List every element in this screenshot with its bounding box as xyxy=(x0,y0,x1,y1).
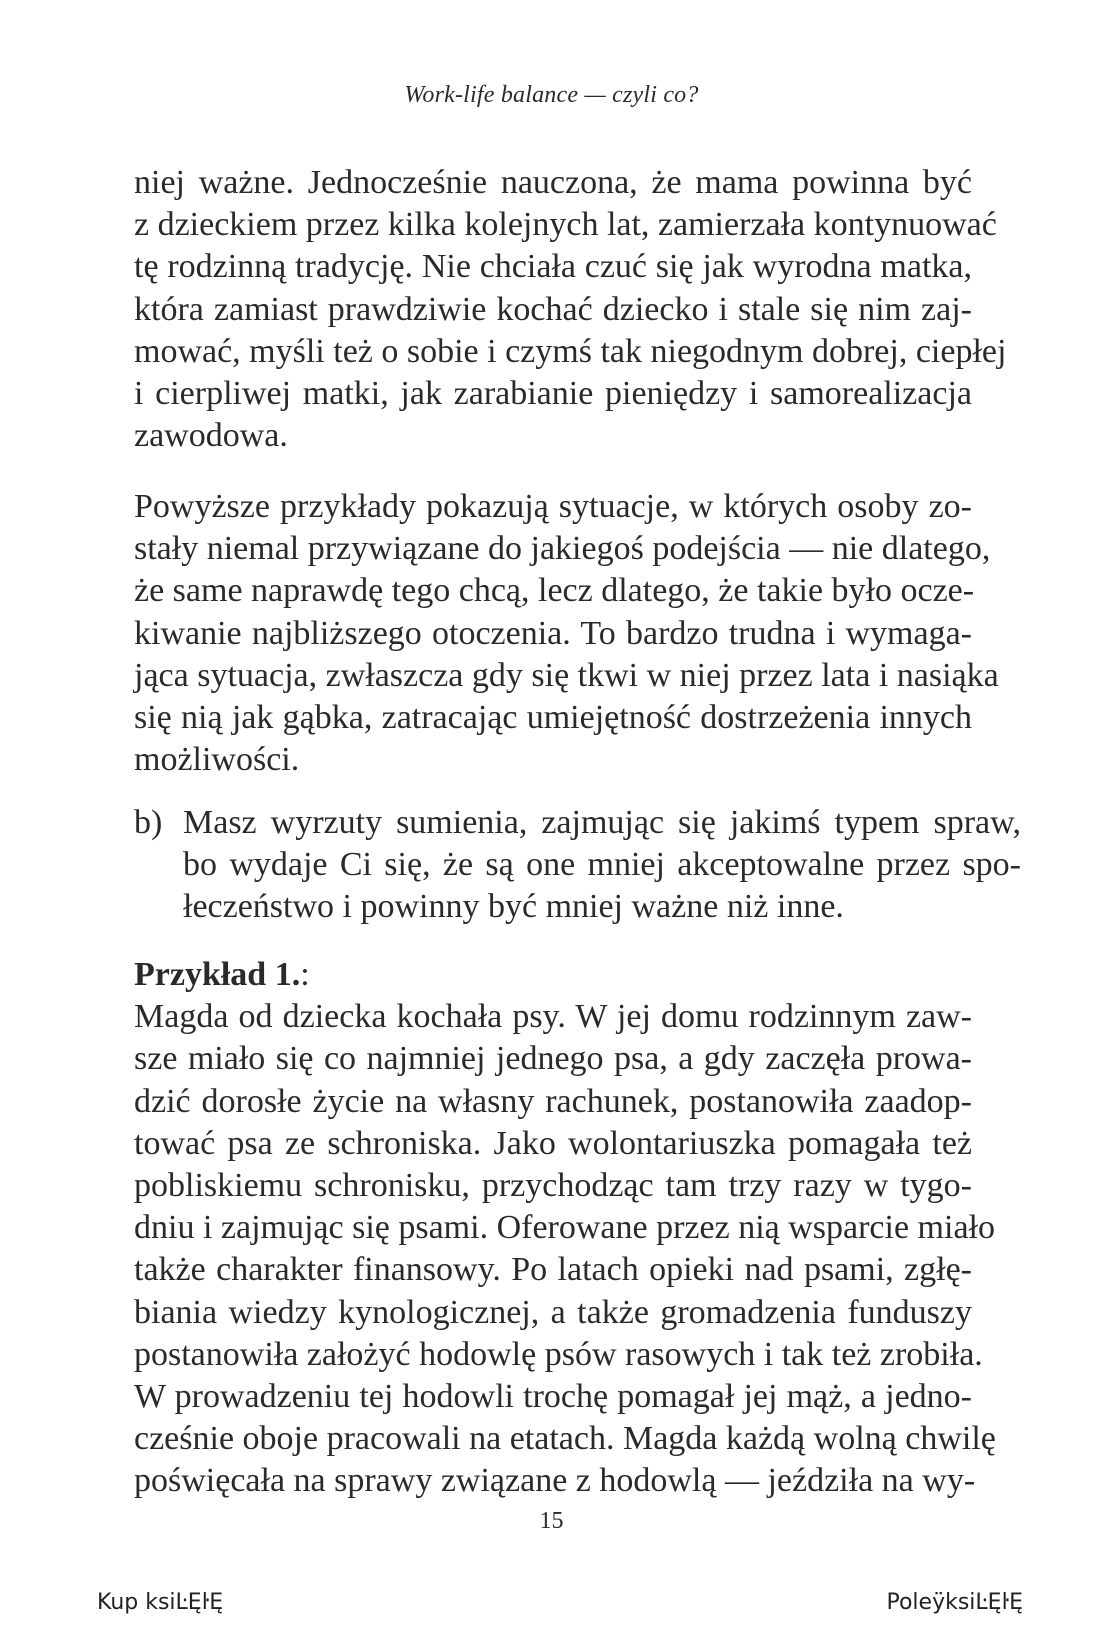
text-line: sze miało się co najmniej jednego psa, a gdy zaczęła prowa- xyxy=(134,1040,972,1078)
text-line: pobliskiemu schronisku, przychodząc tam trzy razy w tygo- xyxy=(134,1167,972,1205)
text-line: bo wydaje Ci się, że są one mniej akceptowalne przez spo- xyxy=(183,846,1021,884)
list-marker: b) xyxy=(134,804,163,841)
text-line: poświęcała na sprawy związane z hodowlą — jeździła na wy- xyxy=(134,1462,976,1500)
paragraph-1 xyxy=(134,162,1007,457)
text-line: tować psa ze schroniska. Jako wolontariuszka pomagała też xyxy=(134,1124,972,1162)
text-line: Magda od dziecka kochała psy. W jej domu rodzinnym zaw- xyxy=(134,998,972,1036)
text-line: z dzieckiem przez kilka kolejnych lat, zamierzała kontynuować xyxy=(134,206,997,244)
text-line: łeczeństwo i powinny być mniej ważne niż inne. xyxy=(183,888,844,926)
page-number: 15 xyxy=(539,1508,564,1534)
example-heading-colon: : xyxy=(300,956,310,993)
text-line: tę rodzinną tradycję. Nie chciała czuć się jak wyrodna matka, xyxy=(134,248,972,286)
paragraph-2 xyxy=(134,486,999,781)
text-line: postanowiła założyć hodowlę psów rasowych i tak też zrobiła. xyxy=(134,1335,983,1373)
text-line: także charakter finansowy. Po latach opieki nad psami, zgłę- xyxy=(134,1251,972,1289)
text-line: jąca sytuacja, zwłaszcza gdy się tkwi w niej przez lata i nasiąka xyxy=(134,656,999,694)
text-line: możliwości. xyxy=(134,741,300,779)
recommend-book-link[interactable]: PoleÿksiĿĘŀĘ xyxy=(886,1590,1023,1615)
example-heading-label: Przykład 1. xyxy=(134,956,301,993)
text-line: dzić dorosłe życie na własny rachunek, postanowiła zaadop- xyxy=(134,1082,972,1120)
text-line: niej ważne. Jednocześnie nauczona, że mama powinna być xyxy=(134,164,972,201)
text-line: biania wiedzy kynologicznej, a także gromadzenia funduszy xyxy=(134,1293,972,1331)
running-head: Work-life balance — czyli co? xyxy=(404,82,699,108)
buy-book-link[interactable]: Kup ksiĿĘŀĘ xyxy=(97,1590,224,1615)
list-item-b xyxy=(134,802,1021,929)
text-line: zawodowa. xyxy=(134,417,288,455)
text-line: W prowadzeniu tej hodowli trochę pomagał jej mąż, a jedno- xyxy=(134,1378,972,1416)
text-line: cześnie oboje pracowali na etatach. Magda każdą wolną chwilę xyxy=(134,1420,996,1458)
text-line: się nią jak gąbka, zatracając umiejętność dostrzeżenia innych xyxy=(134,699,972,737)
text-line: stały niemal przywiązane do jakiegoś podejścia — nie dlatego, xyxy=(134,530,991,568)
text-line: Powyższe przykłady pokazują sytuacje, w których osoby zo- xyxy=(134,488,972,525)
text-line: mować, myśli też o sobie i czymś tak niegodnym dobrej, ciepłej xyxy=(134,332,1007,370)
example-1 xyxy=(134,954,996,1503)
text-line: Masz wyrzuty sumienia, zajmując się jakimś typem spraw, xyxy=(183,804,1021,841)
text-line: i cierpliwej matki, jak zarabianie pieniędzy i samorealizacja xyxy=(134,375,972,413)
text-line: że same naprawdę tego chcą, lecz dlatego, że takie było ocze- xyxy=(134,572,975,610)
example-heading xyxy=(134,954,972,996)
text-line: dniu i zajmując się psami. Oferowane przez nią wsparcie miało xyxy=(134,1209,995,1247)
text-line: która zamiast prawdziwie kochać dziecko i stale się nim zaj- xyxy=(134,290,972,328)
text-line: kiwanie najbliższego otoczenia. To bardzo trudna i wymaga- xyxy=(134,614,972,652)
